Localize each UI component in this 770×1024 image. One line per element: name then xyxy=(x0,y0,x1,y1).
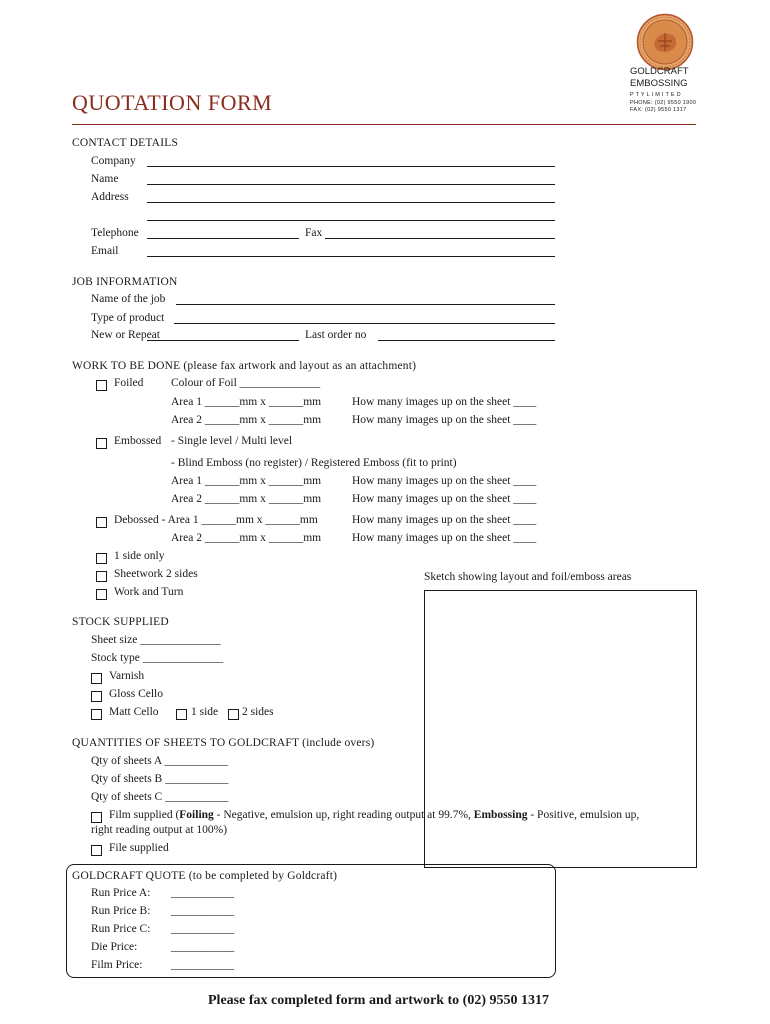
varnish-checkbox[interactable] xyxy=(91,673,102,684)
matt-one-side-checkbox[interactable] xyxy=(176,709,187,720)
matt-cello-label: Matt Cello xyxy=(109,706,159,718)
die-price-field[interactable]: ___________ xyxy=(171,941,235,953)
last-order-label: Last order no xyxy=(305,329,367,341)
film-mid: - Negative, emulsion up, right reading output at 99.7%, xyxy=(213,809,474,821)
product-type-label: Type of product xyxy=(91,312,165,324)
run-price-b-label: Run Price B: xyxy=(91,905,151,917)
debossed-label: Debossed - Area 1 ______mm x ______mm xyxy=(114,514,318,526)
file-supplied-checkbox[interactable] xyxy=(91,845,102,856)
emboss-images-1: How many images up on the sheet ____ xyxy=(352,475,537,487)
page-title: QUOTATION FORM xyxy=(72,90,273,115)
debossed-checkbox[interactable] xyxy=(96,517,107,528)
telephone-label: Telephone xyxy=(91,227,139,239)
file-supplied-label: File supplied xyxy=(109,842,169,854)
run-price-c-label: Run Price C: xyxy=(91,923,151,935)
sheet-size-label: Sheet size ______________ xyxy=(91,634,221,646)
emboss-images-2: How many images up on the sheet ____ xyxy=(352,493,537,505)
deboss-area2: Area 2 ______mm x ______mm xyxy=(171,532,322,544)
work-turn-label: Work and Turn xyxy=(114,586,184,598)
run-price-a-field[interactable]: ___________ xyxy=(171,887,235,899)
logo-line2: EMBOSSING xyxy=(630,78,688,89)
title-divider xyxy=(72,124,696,125)
embossed-checkbox[interactable] xyxy=(96,438,107,449)
quantities-heading-note: (include overs) xyxy=(299,737,375,749)
film-price-label: Film Price: xyxy=(91,959,143,971)
foil-images-1: How many images up on the sheet ____ xyxy=(352,396,537,408)
matt-one-side-label: 1 side xyxy=(191,706,219,718)
fax-label: Fax xyxy=(305,227,323,239)
new-or-repeat-field[interactable] xyxy=(147,340,299,341)
footer-instruction: Please fax completed form and artwork to (02) 9550 1317 xyxy=(208,993,549,1008)
run-price-c-field[interactable]: ___________ xyxy=(171,923,235,935)
name-field[interactable] xyxy=(147,184,555,185)
name-label: Name xyxy=(91,173,119,185)
work-heading: WORK TO BE DONE (please fax artwork and layout as an attachment) xyxy=(72,360,417,372)
quote-heading: GOLDCRAFT QUOTE (to be completed by Goldcraft) xyxy=(72,870,338,882)
varnish-label: Varnish xyxy=(109,670,145,682)
address-field-1[interactable] xyxy=(147,202,555,203)
colour-of-foil-label: Colour of Foil ______________ xyxy=(171,377,321,389)
deboss-images-1: How many images up on the sheet ____ xyxy=(352,514,537,526)
matt-two-sides-label: 2 sides xyxy=(242,706,274,718)
quantities-heading xyxy=(72,737,374,749)
deboss-images-2: How many images up on the sheet ____ xyxy=(352,532,537,544)
telephone-field[interactable] xyxy=(147,238,299,239)
emboss-levels: - Single level / Multi level xyxy=(171,435,293,447)
blind-emboss: - Blind Emboss (no register) / Registered Emboss (fit to print) xyxy=(171,457,457,469)
stock-type-label: Stock type ______________ xyxy=(91,652,224,664)
film-end: - Positive, emulsion up, xyxy=(527,809,640,821)
one-side-label: 1 side only xyxy=(114,550,165,562)
run-price-b-field[interactable]: ___________ xyxy=(171,905,235,917)
qty-b-label: Qty of sheets B ___________ xyxy=(91,773,229,785)
stock-heading: STOCK SUPPLIED xyxy=(72,616,169,628)
foil-area1: Area 1 ______mm x ______mm xyxy=(171,396,322,408)
company-label: Company xyxy=(91,155,136,167)
logo-phone: PHONE: (02) 9550 1900 xyxy=(630,100,697,106)
gloss-cello-checkbox[interactable] xyxy=(91,691,102,702)
company-field[interactable] xyxy=(147,166,555,167)
matt-two-sides-checkbox[interactable] xyxy=(228,709,239,720)
qty-c-label: Qty of sheets C ___________ xyxy=(91,791,229,803)
email-label: Email xyxy=(91,245,119,257)
contact-heading: CONTACT DETAILS xyxy=(72,137,179,149)
logo-line3: P T Y L I M I T E D xyxy=(630,92,681,98)
sketch-caption: Sketch showing layout and foil/emboss areas xyxy=(424,571,632,583)
logo-fax: FAX: (02) 9550 1317 xyxy=(630,107,687,113)
address-field-2[interactable] xyxy=(147,220,555,221)
last-order-field[interactable] xyxy=(378,340,555,341)
one-side-checkbox[interactable] xyxy=(96,553,107,564)
job-name-field[interactable] xyxy=(176,304,555,305)
gloss-cello-label: Gloss Cello xyxy=(109,688,163,700)
run-price-a-label: Run Price A: xyxy=(91,887,151,899)
sheetwork-label: Sheetwork 2 sides xyxy=(114,568,198,580)
film-supplied-text xyxy=(109,809,639,821)
product-type-field[interactable] xyxy=(174,323,555,324)
film-supplied-line2: right reading output at 100%) xyxy=(91,824,228,836)
new-or-repeat-label: New or Repeat xyxy=(91,329,160,341)
address-label: Address xyxy=(91,191,129,203)
quantities-heading-text: QUANTITIES OF SHEETS TO GOLDCRAFT xyxy=(72,737,300,749)
foil-area2: Area 2 ______mm x ______mm xyxy=(171,414,322,426)
emboss-area1: Area 1 ______mm x ______mm xyxy=(171,475,322,487)
qty-a-label: Qty of sheets A ___________ xyxy=(91,755,228,767)
foiled-label: Foiled xyxy=(114,377,144,389)
foiled-checkbox[interactable] xyxy=(96,380,107,391)
seal-icon xyxy=(636,13,694,71)
work-turn-checkbox[interactable] xyxy=(96,589,107,600)
foiling-label: Foiling xyxy=(179,809,214,821)
logo-line1: GOLDCRAFT xyxy=(630,66,689,77)
die-price-label: Die Price: xyxy=(91,941,138,953)
film-supplied-checkbox[interactable] xyxy=(91,812,102,823)
foil-images-2: How many images up on the sheet ____ xyxy=(352,414,537,426)
emboss-area2: Area 2 ______mm x ______mm xyxy=(171,493,322,505)
fax-field[interactable] xyxy=(325,238,555,239)
matt-cello-checkbox[interactable] xyxy=(91,709,102,720)
sheetwork-checkbox[interactable] xyxy=(96,571,107,582)
embossed-label: Embossed xyxy=(114,435,162,447)
film-price-field[interactable]: ___________ xyxy=(171,959,235,971)
film-prefix: Film supplied ( xyxy=(109,809,180,821)
job-name-label: Name of the job xyxy=(91,293,166,305)
job-heading: JOB INFORMATION xyxy=(72,276,178,288)
email-field[interactable] xyxy=(147,256,555,257)
sketch-area[interactable] xyxy=(424,590,697,868)
embossing-label: Embossing xyxy=(473,809,528,821)
